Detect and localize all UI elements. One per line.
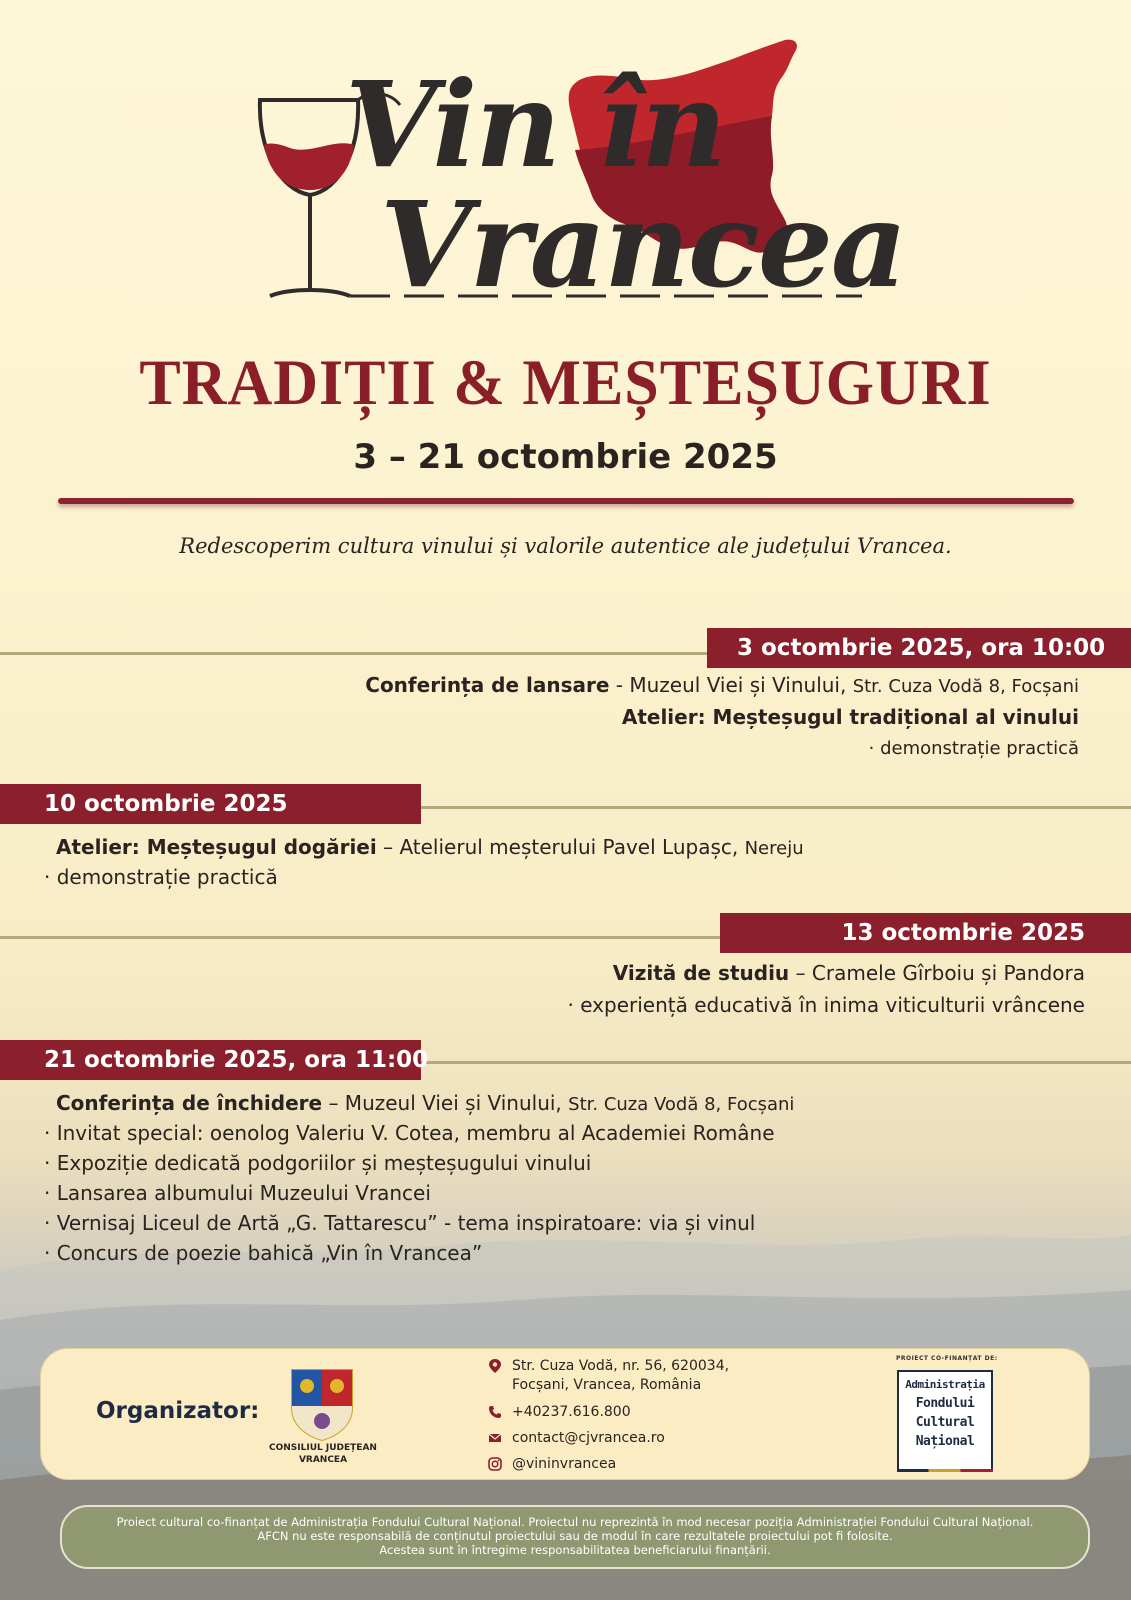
cofinanced-label: PROIECT CO-FINANȚAT DE: (896, 1355, 998, 1362)
event-1-venue: - Muzeul Viei și Vinului, (609, 673, 853, 697)
event-4-item: · Concurs de poezie bahică „Vin în Vrancea” (44, 1241, 483, 1265)
crest-caption-line-1: CONSILIUL JUDEȚEAN (269, 1443, 377, 1453)
event-4-line-1 (56, 1088, 794, 1120)
afcn-logo (897, 1370, 993, 1472)
afcn-stripe (897, 1469, 993, 1472)
title-line-2: Vrancea (380, 175, 906, 314)
event-4-item: · Expoziție dedicată podgoriilor și meșteșugului vinului (44, 1151, 592, 1175)
event-2-venue: – Atelierul meșterului Pavel Lupașc, (376, 835, 745, 859)
header-divider (58, 498, 1074, 504)
event-1-address: Str. Cuza Vodă 8, Focșani (852, 676, 1079, 697)
phone-icon (488, 1405, 502, 1419)
event-3-line-1 (613, 958, 1085, 988)
email-link[interactable]: contact@cjvrancea.ro (512, 1430, 665, 1446)
afcn-line-2: Fondului (915, 1396, 975, 1411)
crest-caption-line-2: VRANCEA (298, 1455, 348, 1465)
event-1-line-2 (622, 702, 1079, 732)
address-line-1: Str. Cuza Vodă, nr. 56, 620034, (512, 1358, 730, 1374)
social-handle[interactable]: @vininvrancea (512, 1456, 617, 1472)
contact-social (488, 1455, 616, 1474)
mail-icon (488, 1431, 502, 1445)
event-3-venue: – Cramele Gîrboiu și Pandora (789, 961, 1085, 985)
event-3-title: Vizită de studiu (612, 961, 790, 985)
phone-number[interactable]: +40237.616.800 (512, 1404, 631, 1420)
disclaimer-panel (60, 1505, 1090, 1569)
event-dates: 3 – 21 octombrie 2025 (353, 437, 778, 477)
event-date-1: 3 octombrie 2025, ora 10:00 (707, 628, 1131, 668)
afcn-line-3: Cultural (915, 1415, 975, 1430)
event-4-address: Str. Cuza Vodă 8, Focșani (568, 1094, 795, 1115)
address-line-2: Focșani, Vrancea, România (512, 1377, 702, 1393)
event-2-location: Nereju (744, 838, 804, 859)
afcn-line-4: Național (915, 1434, 975, 1449)
contact-email (488, 1429, 665, 1448)
event-1-title: Conferința de lansare (365, 673, 610, 697)
event-4-venue: – Muzeul Viei și Vinului, (322, 1091, 569, 1115)
disclaimer-line-1: Proiect cultural co-finanțat de Administrația Fondului Cultural Național. Proiectul nu reprezintă în mod necesar poziția Administrației Fondului Cultural Național. (116, 1515, 1034, 1529)
event-2-line-2: · demonstrație practică (44, 865, 278, 889)
event-4-item: · Lansarea albumului Muzeului Vrancei (44, 1181, 431, 1205)
event-date-4: 21 octombrie 2025, ora 11:00 (0, 1040, 421, 1080)
organizer-label: Organizator: (96, 1398, 260, 1424)
event-3-line-2: · experiență educativă în inima viticulturii vrâncene (567, 993, 1085, 1017)
contact-phone (488, 1403, 631, 1422)
subtitle: TRADIȚII & MEȘTEȘUGURI (139, 347, 992, 419)
title-line-1: Vin în (345, 55, 725, 194)
crest-caption (256, 1442, 390, 1466)
event-1-line-1 (365, 670, 1079, 702)
event-4-title: Conferința de închidere (56, 1091, 323, 1115)
location-pin-icon (488, 1359, 502, 1373)
event-1-line-3: · demonstrație practică (868, 738, 1079, 759)
disclaimer-line-2: AFCN nu este responsabilă de conținutul proiectului sau de modul în care rezultatele proiectului pot fi folosite. (257, 1529, 893, 1543)
event-4-item: · Invitat special: oenolog Valeriu V. Cotea, membru al Academiei Române (44, 1121, 775, 1145)
event-1-workshop: Atelier: Meșteșugul tradițional al vinului (621, 705, 1079, 729)
disclaimer-line-3: Acestea sunt în întregime responsabilitatea beneficiarului finanțării. (379, 1543, 771, 1557)
event-date-2: 10 octombrie 2025 (0, 784, 421, 824)
contact-address (488, 1357, 729, 1395)
vrancea-crest-icon (288, 1366, 356, 1442)
afcn-line-1: Administrația (905, 1378, 985, 1391)
instagram-icon (488, 1457, 502, 1471)
event-date-3: 13 octombrie 2025 (720, 913, 1131, 953)
tagline: Redescoperim cultura vinului și valorile autentice ale județului Vrancea. (179, 534, 952, 558)
event-2-title: Atelier: Meșteșugul dogăriei (56, 835, 377, 859)
event-2-line-1 (56, 832, 804, 864)
event-4-item: · Vernisaj Liceul de Artă „G. Tattarescu” - tema inspiratoare: via și vinul (44, 1211, 756, 1235)
